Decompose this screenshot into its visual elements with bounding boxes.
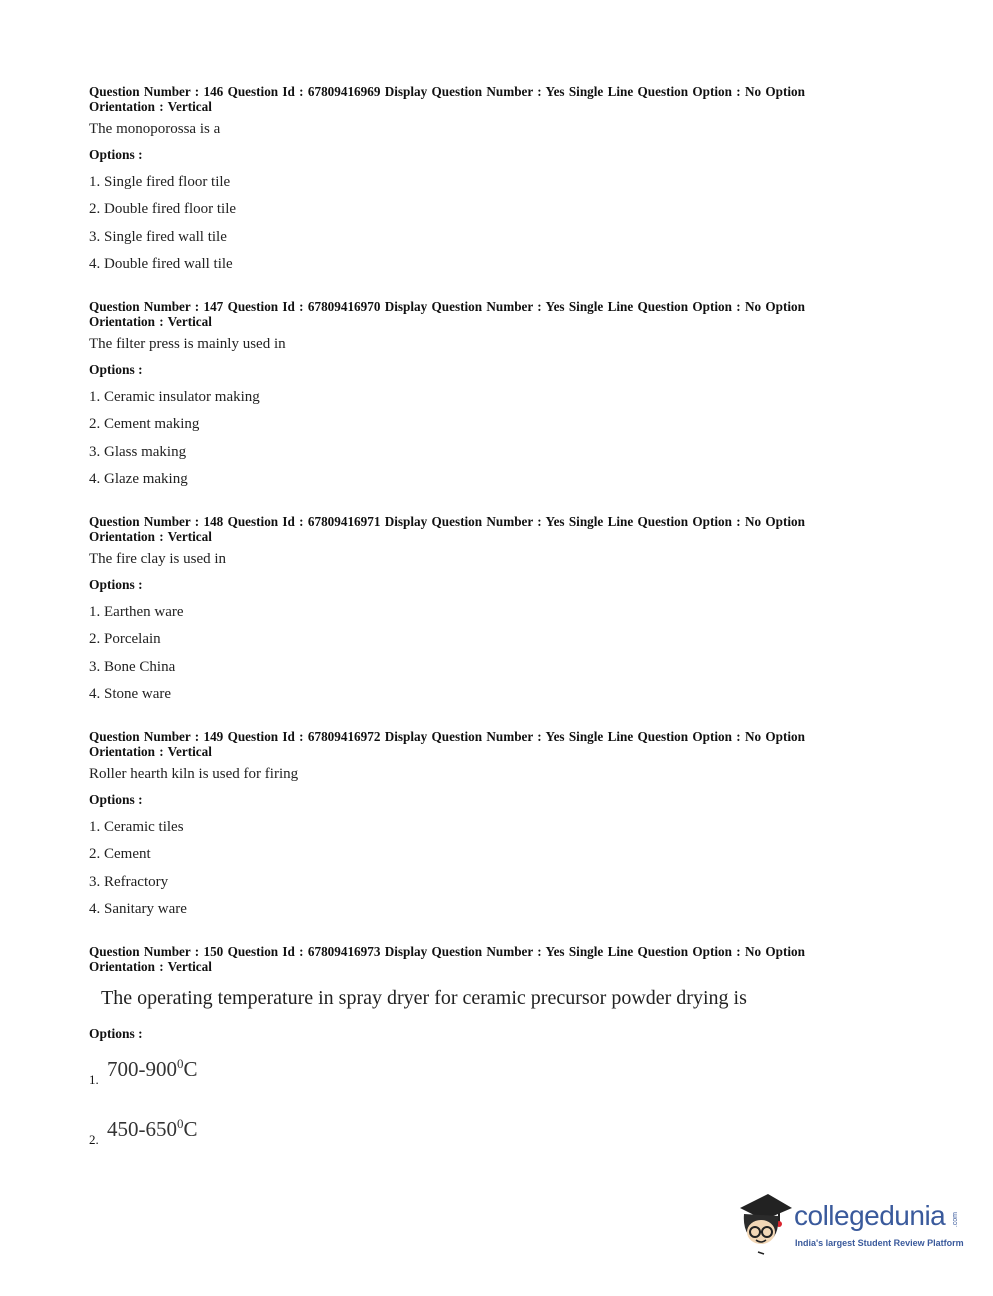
question-meta — [89, 944, 805, 974]
option-2: 2. Cement — [89, 846, 151, 862]
question-meta — [89, 84, 805, 114]
meta-line-1: Question Number : 149 Question Id : 67809416972 Display Question Number : Yes Single Line Question Option : No Option — [89, 729, 805, 744]
option-1: 1. Earthen ware — [89, 603, 184, 620]
option-number: 1. — [89, 1072, 99, 1087]
question-148 — [89, 514, 805, 703]
meta-line-1: Question Number : 150 Question Id : 67809416973 Display Question Number : Yes Single Line Question Option : No Option — [89, 944, 805, 959]
temperature-unit: C — [183, 1117, 198, 1141]
option-value — [107, 1116, 198, 1142]
degree-sup: 0 — [177, 1056, 184, 1071]
option-3: 3. Bone China — [89, 658, 176, 675]
option-4: 4. Stone ware — [89, 686, 172, 702]
collegedunia-logo — [734, 1188, 964, 1260]
option-3: 3. Refractory — [89, 873, 169, 890]
temperature-range: 700-900 — [107, 1057, 177, 1081]
option-2: 2. Cement making — [89, 416, 200, 432]
temperature-range: 450-650 — [107, 1117, 177, 1141]
option-1: 1. Ceramic tiles — [89, 818, 184, 835]
option-3: 3. Glass making — [89, 443, 187, 460]
options-label: Options : — [89, 147, 143, 162]
logo-suffix: .com — [952, 1212, 959, 1228]
logo-wordmark: collegedunia — [794, 1200, 946, 1231]
question-text: The filter press is mainly used in — [89, 336, 286, 352]
degree-sup: 0 — [177, 1116, 184, 1131]
option-1 — [89, 1052, 805, 1102]
logo-tagline: India's largest Student Review Platform — [795, 1238, 964, 1248]
option-4: 4. Double fired wall tile — [89, 256, 233, 272]
meta-line-2: Orientation : Vertical — [89, 959, 212, 974]
meta-line-1: Question Number : 146 Question Id : 67809416969 Display Question Number : Yes Single Line Question Option : No Option — [89, 84, 805, 99]
question-147 — [89, 299, 805, 488]
options-label: Options : — [89, 792, 143, 807]
question-150 — [89, 944, 805, 1162]
option-2: 2. Double fired floor tile — [89, 201, 237, 217]
option-4: 4. Glaze making — [89, 471, 188, 487]
question-text: The monoporossa is a — [89, 121, 221, 137]
question-meta — [89, 514, 805, 544]
question-text: Roller hearth kiln is used for firing — [89, 766, 299, 782]
option-value — [107, 1056, 198, 1082]
option-1: 1. Single fired floor tile — [89, 173, 231, 190]
question-149 — [89, 729, 805, 918]
question-146 — [89, 84, 805, 273]
options-label: Options : — [89, 1026, 143, 1041]
temperature-unit: C — [183, 1057, 198, 1081]
meta-line-1: Question Number : 147 Question Id : 67809416970 Display Question Number : Yes Single Line Question Option : No Option — [89, 299, 805, 314]
option-2: 2. Porcelain — [89, 631, 161, 647]
question-text: The fire clay is used in — [89, 551, 227, 567]
option-1: 1. Ceramic insulator making — [89, 388, 260, 405]
mascot-icon — [734, 1188, 794, 1260]
question-meta — [89, 299, 805, 329]
meta-line-2: Orientation : Vertical — [89, 529, 212, 544]
meta-line-2: Orientation : Vertical — [89, 744, 212, 759]
question-text: The operating temperature in spray dryer for ceramic precursor powder drying is — [101, 987, 747, 1009]
options-label: Options : — [89, 577, 143, 592]
meta-line-2: Orientation : Vertical — [89, 99, 212, 114]
meta-line-1: Question Number : 148 Question Id : 67809416971 Display Question Number : Yes Single Line Question Option : No Option — [89, 514, 805, 529]
question-meta — [89, 729, 805, 759]
meta-line-2: Orientation : Vertical — [89, 314, 212, 329]
option-number: 2. — [89, 1132, 99, 1147]
option-4: 4. Sanitary ware — [89, 901, 187, 917]
option-3: 3. Single fired wall tile — [89, 228, 227, 245]
options-label: Options : — [89, 362, 143, 377]
option-2 — [89, 1112, 805, 1162]
